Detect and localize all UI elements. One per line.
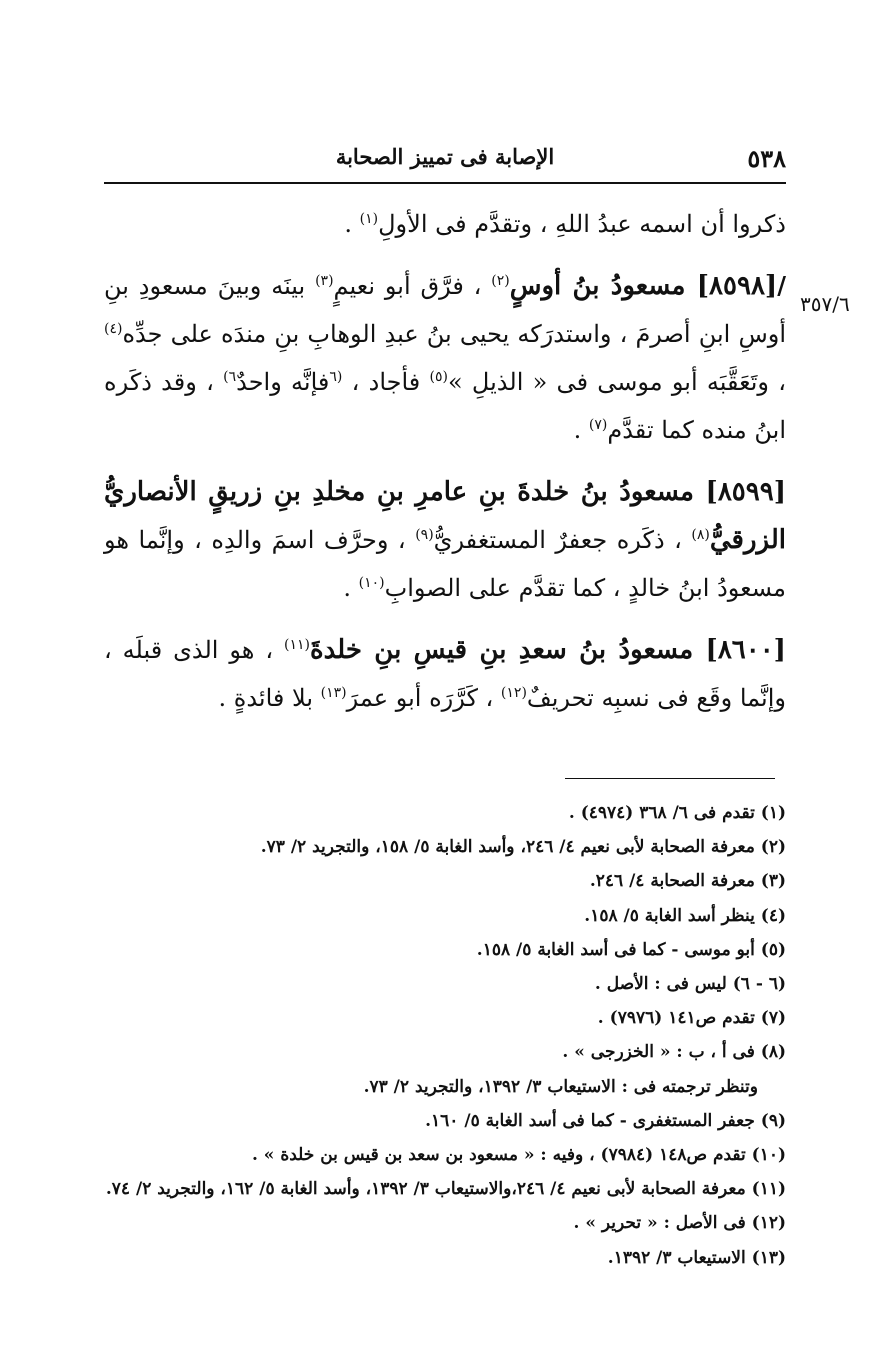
footnote-marker-1: (١) — [359, 211, 379, 227]
running-title: الإصابة فى تمييز الصحابة — [335, 144, 555, 169]
entry-8598-text-4: فأجاد ، — [342, 368, 430, 396]
footnote-11: (١١) معرفة الصحابة لأبى نعيم ٤/ ٢٤٦،والاستيعاب ٣/ ١٣٩٢، وأسد الغابة ٥/ ١٦٢، والتجريد ٢/ ٧٤. — [105, 1179, 786, 1200]
footnote-8: (٨) فى أ ، ب : « الخزرجى » . — [562, 1042, 786, 1063]
footnote-marker-5: (٥) — [429, 369, 448, 385]
page-header — [104, 140, 786, 174]
entry-8599-end: . — [343, 574, 359, 602]
footnote-9: (٩) جعفر المستغفرى - كما فى أسد الغابة ٥/ ١٦٠. — [425, 1110, 786, 1131]
entry-8599-text-1: ، ذكَره جعفرٌ المستغفريُّ — [433, 526, 692, 554]
entry-8598 — [104, 262, 786, 454]
entry-8598-text-2: بينَه وبينَ مسعودِ بنِ أوسِ ابنِ أصرمَ ، واستدرَكه يحيى بنُ عبدِ الوهابِ بنِ مندَه على جدِّه — [104, 272, 786, 348]
entry-8599 — [104, 468, 786, 612]
paragraph-1-end: . — [344, 210, 360, 238]
footnote-6: (٦ - ٦) ليس فى : الأصل . — [594, 974, 786, 995]
header-rule — [104, 182, 786, 184]
page-break-mark: / — [777, 271, 786, 300]
entry-8600-text-1: ، هو الذى قبلَه ، وإنَّما وقَع فى نسبِه تحريفٌ — [104, 636, 786, 712]
footnote-marker-3: (٣) — [315, 273, 334, 289]
entry-8598-text-6: ، وقد ذكَره ابنُ منده كما تقدَّم — [104, 368, 786, 444]
footnote-marker-9: (٩) — [415, 527, 434, 543]
entry-8598-end: . — [573, 416, 589, 444]
entry-8600-text-3: بلا فائدةٍ . — [218, 684, 321, 712]
entry-8598-text-3: ، وتَعَقَّبَه أبو موسى فى « الذيلِ » — [448, 368, 787, 396]
footnote-7: (٧) تقدم ص١٤١ (٧٩٧٦) . — [597, 1008, 786, 1029]
page-number: ٥٣٨ — [747, 144, 786, 173]
footnote-marker-10: (١٠) — [358, 575, 385, 591]
footnotes — [80, 796, 786, 1275]
footnote-8-continuation: وتنظر ترجمته فى : الاستيعاب ٣/ ١٣٩٢، والتجريد ٢/ ٧٣. — [363, 1076, 758, 1097]
footnote-marker-11: (١١) — [284, 637, 311, 653]
footnote-marker-4: (٤) — [104, 321, 123, 337]
paragraph-1-text: ذكروا أن اسمه عبدُ اللهِ ، وتقدَّم فى الأولِ — [378, 210, 786, 238]
entry-8600 — [104, 626, 786, 722]
entry-8598-heading: [٨٥٩٨] مسعودُ بنُ أوسٍ — [509, 271, 778, 301]
footnote-marker-12: (١٢) — [500, 685, 527, 701]
main-text — [104, 200, 786, 736]
entry-8599-heading: [٨٥٩٩] مسعودُ بنُ خلدةَ بنِ عامرِ بنِ مخلدِ بنِ زريقٍ الأنصاريُّ الزرقيُّ — [104, 477, 786, 555]
footnote-5: (٥) أبو موسى - كما فى أسد الغابة ٥/ ١٥٨. — [476, 939, 786, 960]
entry-8600-text-2: ، كَرَّرَه أبو عمرَ — [346, 684, 501, 712]
entry-8599-text-2: ، وحرَّف اسمَ والدِه ، وإنَّما هو مسعودُ ابنُ خالدٍ ، كما تقدَّم على الصوابِ — [104, 526, 786, 602]
footnote-4: (٤) ينظر أسد الغابة ٥/ ١٥٨. — [584, 905, 786, 926]
footnote-1: (١) تقدم فى ٦/ ٣٦٨ (٤٩٧٤) . — [568, 803, 786, 823]
footnote-3: (٣) معرفة الصحابة ٤/ ٢٤٦. — [589, 871, 786, 892]
footnote-marker-7: (٧) — [588, 417, 608, 433]
footnote-10: (١٠) تقدم ص١٤٨ (٧٩٨٤) ، وفيه : « مسعود بن سعد بن قيس بن خلدة » . — [251, 1145, 786, 1166]
footnote-2: (٢) معرفة الصحابة لأبى نعيم ٤/ ٢٤٦، وأسد الغابة ٥/ ١٥٨، والتجريد ٢/ ٧٣. — [260, 837, 786, 858]
footnote-marker-13: (١٣) — [320, 685, 347, 701]
footnote-marker-2: (٢) — [491, 273, 510, 289]
footnote-marker-6-close: ٦) — [223, 369, 237, 385]
footnote-marker-6-open: (٦ — [329, 369, 343, 385]
footnote-13: (١٣) الاستيعاب ٣/ ١٣٩٢. — [607, 1247, 786, 1268]
entry-8598-text-1: ، فرَّق أبو نعيمٍ — [333, 272, 492, 300]
paragraph-1 — [104, 200, 786, 248]
entry-8600-heading: [٨٦٠٠] مسعودُ بنُ سعدِ بنِ قيسِ بنِ خلدةَ — [310, 635, 786, 665]
margin-volume-page-reference: ٣٥٧/٦ — [800, 292, 850, 316]
footnote-separator — [565, 778, 775, 779]
footnote-marker-8: (٨) — [691, 527, 710, 543]
entry-8598-text-5: فإنَّه واحدٌ — [236, 368, 330, 396]
footnote-12: (١٢) فى الأصل : « تحرير » . — [573, 1213, 786, 1234]
